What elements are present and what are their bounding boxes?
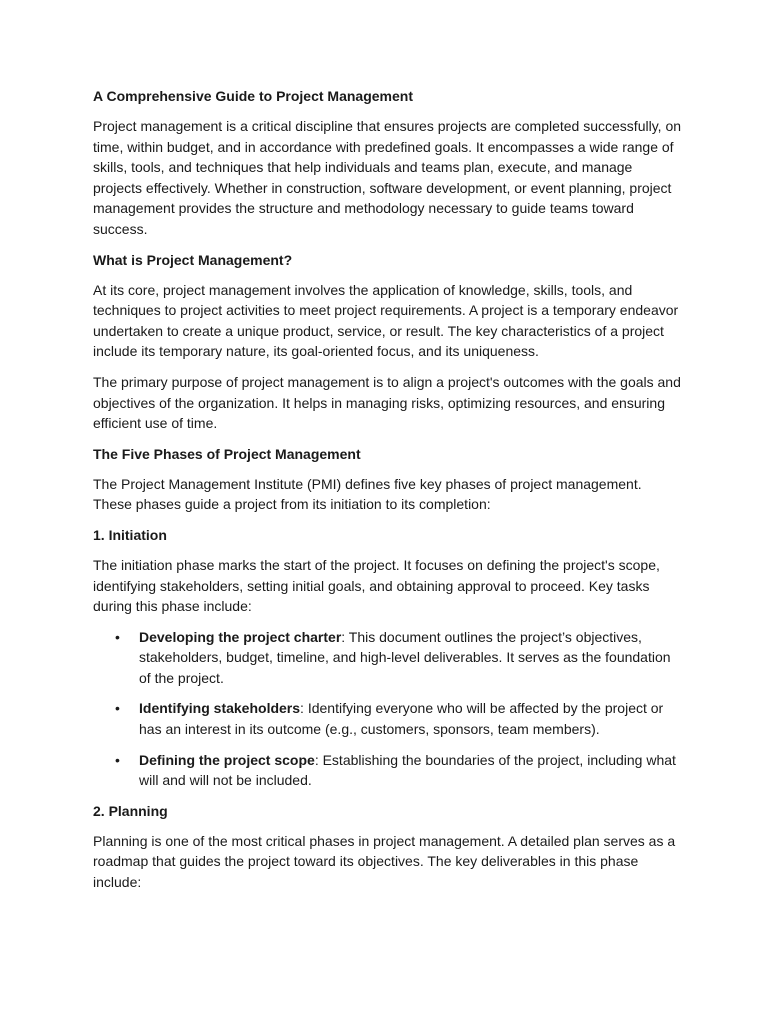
bullet-term: Defining the project scope — [139, 751, 315, 768]
bullet-description: : This document outlines the project’s objectives, stakeholders, budget, timeline, and high-level deliverables. It serves as the foundation of the project. — [139, 628, 671, 686]
initiation-heading: 1. Initiation — [93, 526, 167, 543]
five-phases-heading: The Five Phases of Project Management — [93, 445, 361, 462]
bullet-description: : Identifying everyone who will be affected by the project or has an interest in its outcome (e.g., customers, sponsors, team members). — [139, 700, 664, 738]
what-is-heading: What is Project Management? — [93, 251, 293, 268]
document-page — [93, 86, 683, 903]
bullet-icon: • — [115, 628, 120, 645]
bullet-icon: • — [115, 751, 120, 768]
planning-heading: 2. Planning — [93, 802, 168, 819]
bullet-icon: • — [115, 700, 120, 717]
initiation-task-list — [93, 627, 683, 791]
bullet-term: Identifying stakeholders — [139, 700, 301, 717]
five-phases-paragraph: The Project Management Institute (PMI) defines five key phases of project management. These phases guide a project from its initiation to its completion: — [93, 475, 642, 513]
list-item — [93, 750, 683, 791]
intro-paragraph: Project management is a critical discipline that ensures projects are completed successfully, on time, within budget, and in accordance with predefined goals. It encompasses a wide range of skills, tools, and techniques that help individuals and teams plan, execute, and manage projects effectively. Whether in construction, software development, or event planning, project management provides the structure and methodology necessary to guide teams toward success. — [93, 118, 682, 237]
document-title: A Comprehensive Guide to Project Management — [93, 88, 413, 104]
what-is-paragraph-2: The primary purpose of project management is to align a project's outcomes with the goals and objectives of the organization. It helps in managing risks, optimizing resources, and ensuring efficient use of time. — [93, 373, 681, 432]
list-item — [93, 627, 683, 689]
planning-paragraph: Planning is one of the most critical phases in project management. A detailed plan serves as a roadmap that guides the project toward its objectives. The key deliverables in this phase include: — [93, 832, 676, 891]
what-is-paragraph-1: At its core, project management involves the application of knowledge, skills, tools, and techniques to project activities to meet project requirements. A project is a temporary endeavor undertaken to create a unique product, service, or result. The key characteristics of a project include its temporary nature, its goal-oriented focus, and its uniqueness. — [93, 281, 679, 360]
bullet-description: : Establishing the boundaries of the project, including what will and will not be included. — [139, 751, 676, 789]
list-item — [93, 698, 683, 739]
bullet-term: Developing the project charter — [139, 628, 342, 645]
initiation-paragraph: The initiation phase marks the start of the project. It focuses on defining the project's scope, identifying stakeholders, setting initial goals, and obtaining approval to proceed. Key tasks during this phase include: — [93, 556, 660, 615]
